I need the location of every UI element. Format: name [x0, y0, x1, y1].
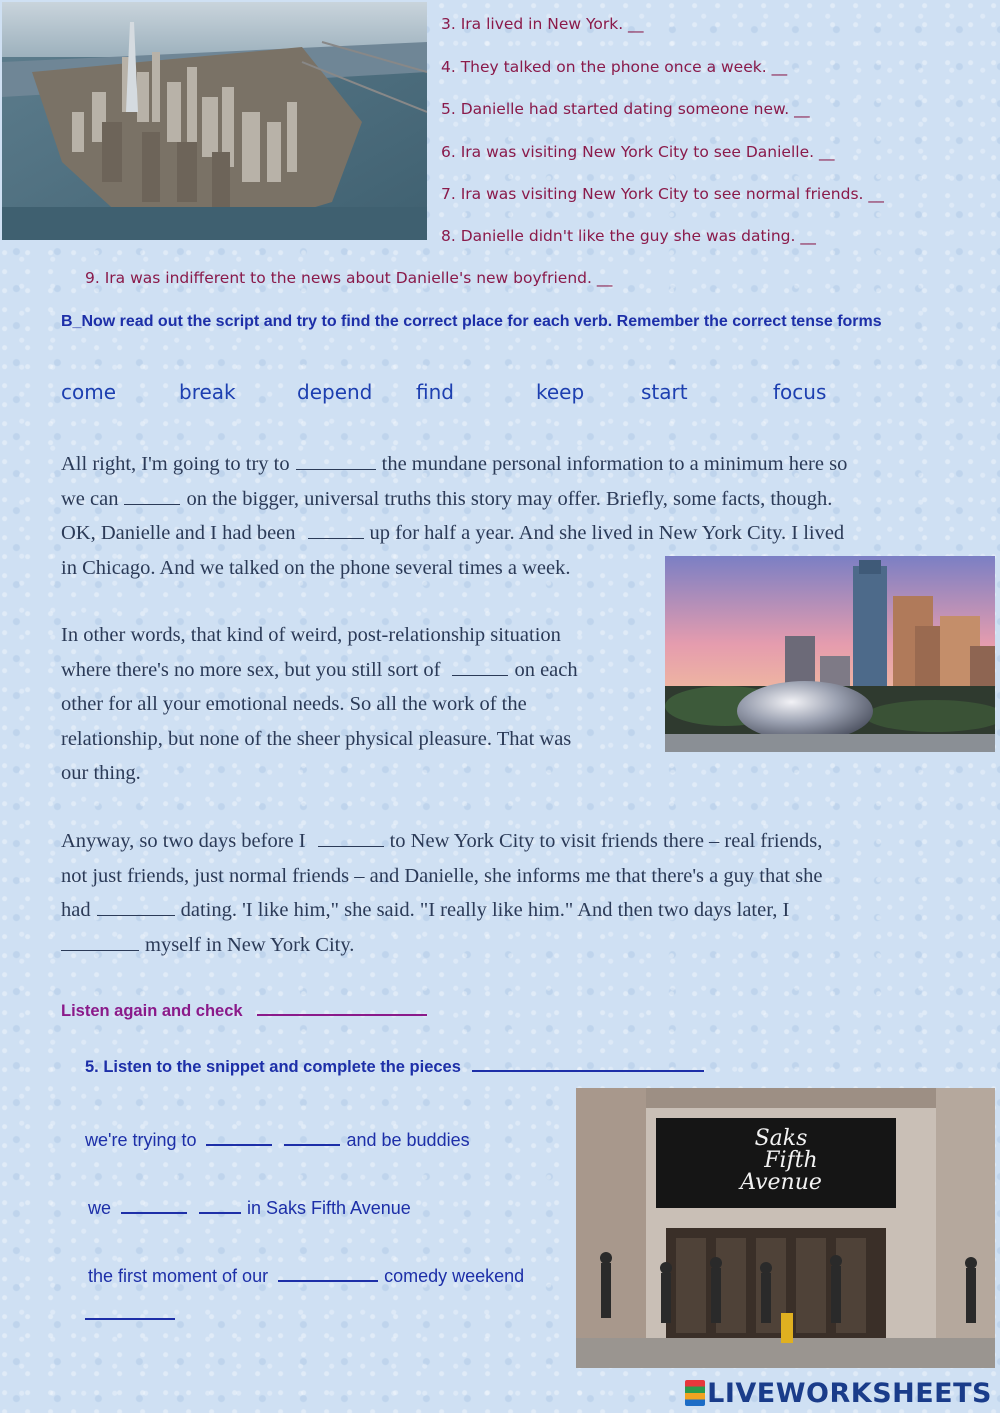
- blank-5[interactable]: [318, 845, 384, 847]
- snippet-1-text-a: we're trying to: [85, 1130, 197, 1150]
- verb-depend[interactable]: depend: [297, 380, 373, 404]
- snippet-blank-3b[interactable]: [85, 1318, 175, 1320]
- question-9: 9. Ira was indifferent to the news about Danielle's new boyfriend. __: [85, 269, 613, 287]
- blank-7[interactable]: [61, 949, 139, 951]
- task5-heading-line: [85, 1058, 710, 1077]
- snippet-1-text-b: and be buddies: [346, 1130, 470, 1150]
- p1-text-5: OK, Danielle and I had been: [61, 522, 296, 544]
- verb-keep[interactable]: keep: [536, 380, 585, 404]
- question-7: 7. Ira was visiting New York City to see normal friends. __: [441, 185, 884, 203]
- p1-text-7: in Chicago. And we talked on the phone several times a week.: [61, 556, 571, 579]
- verb-break[interactable]: break: [179, 380, 236, 404]
- p3-text-2: to New York City to visit friends there – real friends,: [389, 830, 823, 852]
- task5-heading: 5. Listen to the snippet and complete the pieces: [85, 1058, 461, 1076]
- p1-text-2: the mundane personal information to a minimum here so: [381, 453, 848, 475]
- snippet-3-text-b: comedy weekend: [384, 1266, 525, 1286]
- p1-text-1: All right, I'm going to try to: [61, 453, 290, 475]
- nyc-aerial-photo: [2, 2, 427, 240]
- p3-text-1: Anyway, so two days before I: [61, 830, 306, 852]
- snippet-blank-1b[interactable]: [284, 1143, 340, 1146]
- saks-sign-line-1: Saks: [754, 1126, 808, 1151]
- p2-text-6: our thing.: [61, 762, 141, 784]
- saks-sign-line-2: Fifth: [764, 1148, 818, 1173]
- p2-text-3: on each: [514, 658, 578, 681]
- section-b-instruction: B_Now read out the script and try to find the correct place for each verb. Remember the correct tense forms: [61, 313, 882, 330]
- question-6: 6. Ira was visiting New York City to see Danielle. __: [441, 143, 835, 161]
- question-3: 3. Ira lived in New York. __: [441, 15, 644, 33]
- verb-start[interactable]: start: [641, 380, 688, 404]
- chicago-bean-photo: [665, 556, 995, 752]
- saks-sign-text: [726, 1128, 836, 1194]
- question-5: 5. Danielle had started dating someone new. __: [441, 100, 810, 118]
- p2-text-2: where there's no more sex, but you still sort of: [61, 658, 441, 681]
- snippet-2-text-a: we: [88, 1198, 112, 1218]
- blank-6[interactable]: [97, 914, 175, 916]
- p3-text-5: dating. 'I like him," she said. "I really like him." And then two days later, I: [180, 899, 790, 921]
- p3-text-3: not just friends, just normal friends – and Danielle, she informs me that there's a guy that she: [61, 864, 823, 887]
- listen-again-blank[interactable]: [257, 1013, 427, 1016]
- p1-text-6: up for half a year. And she lived in New York City. I lived: [369, 522, 845, 544]
- snippet-3-text-a: the first moment of our: [88, 1266, 269, 1286]
- p2-text-1: In other words, that kind of weird, post-relationship situation: [61, 624, 561, 646]
- verb-find[interactable]: find: [416, 380, 454, 404]
- blank-2[interactable]: [124, 503, 180, 505]
- snippet-line-3: [88, 1266, 524, 1287]
- listen-again-label: Listen again and check: [61, 1002, 243, 1020]
- verb-come[interactable]: come: [61, 380, 117, 404]
- blank-3[interactable]: [308, 537, 364, 539]
- p2-text-5: relationship, but none of the sheer physical pleasure. That was: [61, 727, 572, 750]
- p1-text-4: on the bigger, universal truths this story may offer. Briefly, some facts, though.: [186, 487, 833, 510]
- p3-text-4: had: [61, 899, 91, 921]
- blank-1[interactable]: [296, 468, 376, 470]
- blank-4[interactable]: [452, 674, 508, 676]
- snippet-line-2: [88, 1198, 411, 1219]
- snippet-blank-1a[interactable]: [206, 1143, 272, 1146]
- saks-storefront-photo: [576, 1088, 995, 1368]
- p1-text-3: we can: [61, 487, 119, 510]
- logo-icon: [685, 1380, 705, 1406]
- snippet-blank-3a[interactable]: [278, 1279, 378, 1282]
- task5-heading-blank[interactable]: [472, 1069, 704, 1072]
- listen-again-line: [61, 1002, 433, 1021]
- snippet-2-text-b: in Saks Fifth Avenue: [247, 1198, 411, 1218]
- question-4: 4. They talked on the phone once a week. __: [441, 58, 788, 76]
- verb-focus[interactable]: focus: [773, 380, 827, 404]
- snippet-line-1: [85, 1130, 470, 1151]
- snippet-blank-2a[interactable]: [121, 1211, 187, 1214]
- script-paragraph-3: [61, 824, 961, 962]
- p3-text-6: myself in New York City.: [145, 933, 355, 956]
- question-8: 8. Danielle didn't like the guy she was dating. __: [441, 227, 816, 245]
- snippet-blank-2b[interactable]: [199, 1211, 241, 1214]
- saks-sign-line-3: Avenue: [740, 1170, 822, 1195]
- liveworksheets-logo: [685, 1378, 992, 1409]
- p2-text-4: other for all your emotional needs. So all the work of the: [61, 693, 527, 715]
- script-paragraph-2: [61, 618, 651, 791]
- logo-text: LIVEWORKSHEETS: [707, 1378, 992, 1409]
